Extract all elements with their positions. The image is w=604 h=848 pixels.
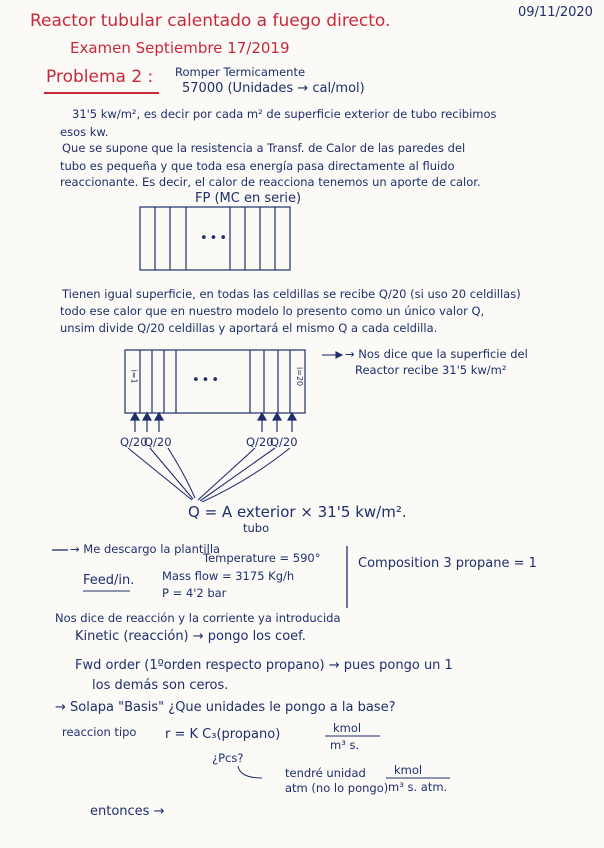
reaction-order-1: Fwd order (1ºorden respecto propano) → pues pongo un 1 — [75, 658, 453, 673]
pcs-arrow — [238, 766, 262, 778]
q-label-3: Q/20 — [246, 435, 274, 449]
q-label-1: Q/20 — [120, 435, 148, 449]
q-label-4: Q/20 — [270, 435, 298, 449]
pcs-question: ¿Pcs? — [212, 751, 244, 765]
feed-note: → Me descargo la plantilla — [70, 542, 221, 556]
rate-units-denominator: m³ s. — [330, 738, 360, 752]
reaction-order-2: los demás son ceros. — [92, 678, 229, 693]
intro-line-4: tubo es pequeña y que toda esa energía pasa directamente al fluido — [60, 159, 455, 173]
problem-note-2: 57000 (Unidades → cal/mol) — [182, 81, 365, 96]
pcs-units-numerator: kmol — [394, 763, 423, 777]
intro-line-5: reaccionante. Es decir, el calor de reacciona tenemos un aporte de calor. — [60, 175, 481, 189]
diagram2-note-arrow — [322, 352, 342, 358]
heat-equation: Q = A exterior × 31'5 kw/m². — [188, 503, 407, 521]
pcs-answer-2: atm (no lo pongo) — [285, 781, 389, 795]
diagram1-dots: ••• — [200, 231, 230, 246]
para2-line-2: todo ese calor que en nuestro modelo lo presento como un único valor Q, — [60, 304, 485, 318]
reaction-rate-type: reaccion tipo — [62, 725, 137, 739]
feed-mass-flow: Mass flow = 3175 Kg/h — [162, 569, 295, 583]
problem-label: Problema 2 : — [46, 67, 154, 87]
pcs-units-denominator: m³ s. atm. — [388, 780, 448, 794]
para2-line-1: Tienen igual superficie, en todas las celdillas se recibe Q/20 (si uso 20 celdillas) — [62, 287, 521, 301]
q-label-2: Q/20 — [144, 435, 172, 449]
converging-lines — [128, 448, 290, 502]
reaction-basis-question: → Solapa "Basis" ¿Que unidades le pongo a la base? — [55, 700, 396, 715]
diagram1-label: FP (MC en serie) — [195, 191, 302, 206]
exam-subtitle: Examen Septiembre 17/2019 — [70, 39, 290, 57]
cell-last-label: i=20 — [295, 367, 305, 387]
pcs-answer-1: tendré unidad — [285, 766, 366, 780]
heat-equation-sub: tubo — [243, 521, 270, 535]
cell-first-label: i=1 — [129, 369, 139, 384]
date: 09/11/2020 — [518, 5, 593, 20]
reaction-intro: Nos dice de reacción y la corriente ya introducida — [55, 611, 341, 625]
diagram2-note-1: → Nos dice que la superficie del — [345, 347, 528, 361]
intro-line-2: esos kw. — [60, 125, 109, 139]
footer-entonces: entonces → — [90, 804, 165, 819]
para2-line-3: unsim divide Q/20 celdillas y aportará el mismo Q a cada celdilla. — [60, 321, 438, 335]
feed-label: Feed/in. — [83, 573, 135, 588]
feed-pressure: P = 4'2 bar — [162, 586, 227, 600]
diagram2-note-2: Reactor recibe 31'5 kw/m² — [355, 363, 507, 377]
feed-temperature: Temperature = 590° — [203, 551, 321, 565]
diagram2-dots: ••• — [192, 373, 222, 388]
page-title: Reactor tubular calentado a fuego directo. — [30, 11, 391, 31]
problem-note-1: Romper Termicamente — [175, 65, 306, 79]
intro-line-1: 31'5 kw/m², es decir por cada m² de superficie exterior de tubo recibimos — [72, 107, 497, 121]
rate-units-numerator: kmol — [333, 721, 362, 735]
heat-arrows — [131, 413, 296, 432]
intro-line-3: Que se supone que la resistencia a Transf. de Calor de las paredes del — [62, 141, 466, 155]
reaction-rate-equation: r = K C₃(propano) — [165, 727, 281, 742]
reaction-kinetic: Kinetic (reacción) → pongo los coef. — [75, 629, 306, 644]
feed-composition: Composition 3 propane = 1 — [358, 556, 537, 571]
